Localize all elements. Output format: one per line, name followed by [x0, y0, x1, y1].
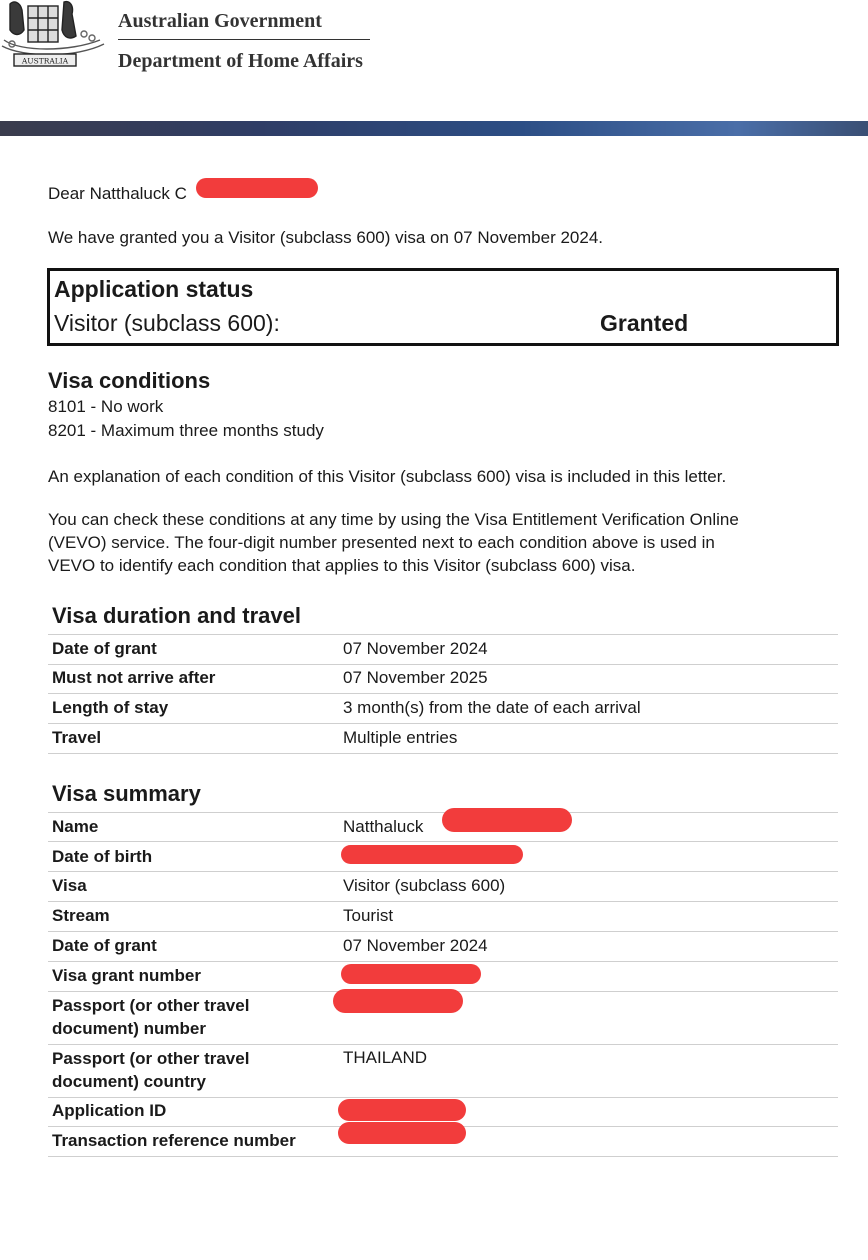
table-rule — [48, 693, 838, 694]
summary-row-value: Natthaluck — [343, 817, 424, 836]
condition-item: 8201 - Maximum three months study — [48, 421, 324, 440]
duration-row-label: Must not arrive after — [52, 668, 216, 687]
redaction-mark — [338, 1122, 466, 1144]
conditions-explanation: An explanation of each condition of this Visitor (subclass 600) visa is included in this letter. — [48, 467, 727, 486]
condition-item: 8101 - No work — [48, 397, 164, 416]
table-rule — [48, 1044, 838, 1045]
duration-row-value: 07 November 2024 — [343, 639, 488, 658]
summary-row-value: Visitor (subclass 600) — [343, 876, 506, 895]
summary-row-value: 07 November 2024 — [343, 936, 488, 955]
redaction-mark — [341, 964, 481, 984]
summary-row-label: Name — [52, 817, 99, 836]
application-status-visa: Visitor (subclass 600): — [54, 310, 280, 336]
salutation: Dear Natthaluck C — [48, 184, 187, 203]
summary-row-label: Date of birth — [52, 847, 153, 866]
summary-row-label: Transaction reference number — [52, 1131, 296, 1150]
redaction-mark — [442, 808, 572, 832]
table-rule — [48, 931, 838, 932]
vevo-paragraph-line: (VEVO) service. The four-digit number presented next to each condition above is used in — [48, 533, 715, 552]
duration-row-value: 07 November 2025 — [343, 668, 488, 687]
application-status-title: Application status — [54, 276, 254, 302]
duration-row-label: Date of grant — [52, 639, 157, 658]
table-rule — [48, 961, 838, 962]
coat-of-arms-logo — [0, 0, 108, 78]
summary-row-label: Application ID — [52, 1101, 167, 1120]
department-title: Department of Home Affairs — [118, 50, 363, 72]
duration-row-value: Multiple entries — [343, 728, 458, 747]
table-rule — [48, 723, 838, 724]
redaction-mark — [338, 1099, 466, 1121]
table-rule — [48, 753, 838, 754]
table-rule — [48, 664, 838, 665]
vevo-paragraph-line: VEVO to identify each condition that applies to this Visitor (subclass 600) visa. — [48, 556, 636, 575]
table-rule — [48, 634, 838, 635]
header-rule — [118, 39, 370, 40]
summary-row-label: Stream — [52, 906, 110, 925]
summary-row-value: THAILAND — [343, 1048, 428, 1067]
summary-row-label: Date of grant — [52, 936, 157, 955]
table-rule — [48, 871, 838, 872]
svg-text:AUSTRALIA: AUSTRALIA — [21, 56, 69, 66]
summary-row-label: Visa grant number — [52, 966, 201, 985]
summary-row-label: Passport (or other travel document) number — [52, 996, 250, 1038]
summary-row-label: Passport (or other travel document) country — [52, 1049, 250, 1091]
header-banner — [0, 121, 868, 136]
redaction-mark — [341, 845, 523, 864]
duration-row-label: Length of stay — [52, 698, 169, 717]
visa-summary-title: Visa summary — [52, 781, 201, 806]
table-rule — [48, 841, 838, 842]
redaction-mark — [333, 989, 463, 1013]
redaction-mark — [196, 178, 318, 198]
duration-row-label: Travel — [52, 728, 102, 747]
vevo-paragraph-line: You can check these conditions at any time by using the Visa Entitlement Verification Online — [48, 510, 739, 529]
application-status-value: Granted — [600, 310, 689, 336]
duration-row-value: 3 month(s) from the date of each arrival — [343, 698, 641, 717]
table-rule — [48, 901, 838, 902]
summary-row-value: Tourist — [343, 906, 394, 925]
summary-row-label: Visa — [52, 876, 87, 895]
government-title: Australian Government — [118, 10, 322, 32]
table-rule — [48, 1156, 838, 1157]
visa-conditions-title: Visa conditions — [48, 368, 211, 393]
table-rule — [48, 1097, 838, 1098]
grant-sentence: We have granted you a Visitor (subclass 600) visa on 07 November 2024. — [48, 228, 604, 247]
visa-duration-title: Visa duration and travel — [52, 603, 302, 628]
